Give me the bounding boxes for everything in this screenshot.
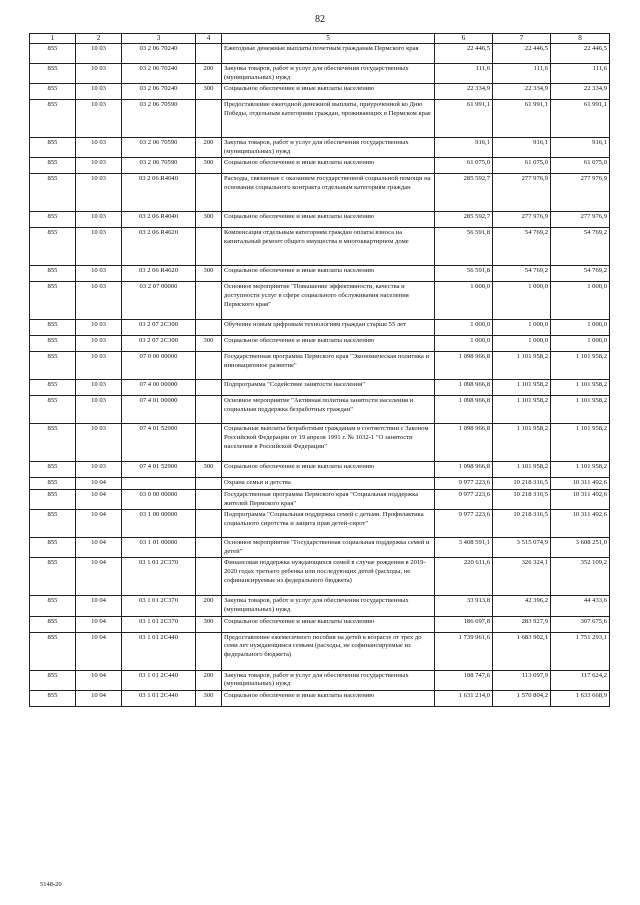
cell-admin-code: 855 xyxy=(30,266,76,282)
cell-amount-year1: 1 098 966,8 xyxy=(435,380,493,396)
cell-expense-type: 200 xyxy=(196,670,222,690)
cell-description: Социальное обеспечение и иные выплаты населению xyxy=(222,212,435,228)
cell-expense-type: 200 xyxy=(196,596,222,616)
cell-amount-year1: 1 098 966,8 xyxy=(435,424,493,462)
cell-amount-year3: 1 101 958,2 xyxy=(551,396,610,424)
cell-amount-year2: 10 218 316,5 xyxy=(493,478,551,490)
cell-expense-type xyxy=(196,174,222,212)
cell-section-code: 10 03 xyxy=(76,320,122,336)
cell-expense-type: 200 xyxy=(196,138,222,158)
cell-amount-year1: 9 977 223,6 xyxy=(435,510,493,538)
cell-section-code: 10 03 xyxy=(76,212,122,228)
cell-target-code: 03 2 07 00000 xyxy=(122,282,196,320)
cell-description: Обучение новым цифровым технологиям граждан старше 55 лет xyxy=(222,320,435,336)
cell-amount-year3: 3 608 251,0 xyxy=(551,538,610,558)
document-code: 5148-20 xyxy=(40,881,62,888)
cell-description: Государственная программа Пермского края "Экономическая политика и инновационное развитие" xyxy=(222,352,435,380)
cell-section-code: 10 04 xyxy=(76,538,122,558)
cell-expense-type xyxy=(196,478,222,490)
cell-amount-year2: 22 334,9 xyxy=(493,84,551,100)
cell-admin-code: 855 xyxy=(30,396,76,424)
cell-target-code: 07 0 00 00000 xyxy=(122,352,196,380)
cell-amount-year1: 1 098 966,8 xyxy=(435,396,493,424)
cell-section-code: 10 03 xyxy=(76,266,122,282)
cell-description: Закупка товаров, работ и услуг для обеспечения государственных (муниципальных) нужд xyxy=(222,596,435,616)
cell-description: Социальное обеспечение и иные выплаты населению xyxy=(222,266,435,282)
cell-expense-type: 300 xyxy=(196,212,222,228)
cell-description: Финансовая поддержка нуждающихся семей в случае рождения в 2019-2020 годах третьего ребенка или последующих детей (расходы, не софинансируемые из федерального бюджета) xyxy=(222,558,435,596)
cell-description: Социальное обеспечение и иные выплаты населению xyxy=(222,336,435,352)
cell-amount-year3: 277 976,9 xyxy=(551,212,610,228)
cell-amount-year2: 1 101 958,2 xyxy=(493,462,551,478)
cell-target-code: 03 1 01 2С440 xyxy=(122,632,196,670)
cell-section-code: 10 03 xyxy=(76,228,122,266)
cell-target-code: 03 0 00 00000 xyxy=(122,489,196,509)
cell-description: Основное мероприятие "Активная политика занятости населения и социальная поддержка безработных граждан" xyxy=(222,396,435,424)
cell-amount-year3: 10 311 492,6 xyxy=(551,478,610,490)
table-row xyxy=(30,558,610,596)
table-row xyxy=(30,538,610,558)
cell-admin-code: 855 xyxy=(30,84,76,100)
table-row xyxy=(30,44,610,64)
cell-section-code: 10 04 xyxy=(76,489,122,509)
cell-amount-year2: 1 683 902,1 xyxy=(493,632,551,670)
cell-amount-year3: 54 769,2 xyxy=(551,228,610,266)
cell-amount-year2: 61 075,0 xyxy=(493,158,551,174)
cell-admin-code: 855 xyxy=(30,478,76,490)
cell-admin-code: 855 xyxy=(30,336,76,352)
cell-amount-year3: 1 000,0 xyxy=(551,282,610,320)
cell-description: Подпрограмма "Содействие занятости населения" xyxy=(222,380,435,396)
cell-target-code: 03 1 01 2С370 xyxy=(122,558,196,596)
cell-admin-code: 855 xyxy=(30,538,76,558)
cell-amount-year2: 1 000,0 xyxy=(493,320,551,336)
cell-section-code: 10 03 xyxy=(76,158,122,174)
cell-description: Социальное обеспечение и иные выплаты населению xyxy=(222,158,435,174)
cell-section-code: 10 03 xyxy=(76,380,122,396)
column-number: 3 xyxy=(122,34,196,44)
cell-description: Расходы, связанные с оказанием государственной социальной помощи на основании социального контракта отдельным категориям граждан xyxy=(222,174,435,212)
cell-amount-year3: 1 101 958,2 xyxy=(551,462,610,478)
table-row xyxy=(30,489,610,509)
table-row xyxy=(30,100,610,138)
cell-expense-type xyxy=(196,100,222,138)
cell-expense-type xyxy=(196,489,222,509)
table-row xyxy=(30,320,610,336)
cell-amount-year3: 22 334,9 xyxy=(551,84,610,100)
cell-amount-year2: 10 218 316,5 xyxy=(493,510,551,538)
cell-target-code: 07 4 01 52900 xyxy=(122,462,196,478)
table-row xyxy=(30,632,610,670)
column-number-row xyxy=(30,34,610,44)
cell-description: Социальное обеспечение и иные выплаты населению xyxy=(222,84,435,100)
cell-amount-year3: 277 976,9 xyxy=(551,174,610,212)
cell-amount-year2: 3 515 074,9 xyxy=(493,538,551,558)
cell-amount-year1: 111,6 xyxy=(435,64,493,84)
cell-target-code: 03 2 06 R4040 xyxy=(122,212,196,228)
cell-section-code: 10 03 xyxy=(76,44,122,64)
cell-amount-year1: 1 000,0 xyxy=(435,336,493,352)
cell-amount-year3: 111,6 xyxy=(551,64,610,84)
table-row xyxy=(30,84,610,100)
cell-expense-type: 300 xyxy=(196,266,222,282)
cell-target-code: 07 4 00 00000 xyxy=(122,380,196,396)
cell-amount-year3: 117 624,2 xyxy=(551,670,610,690)
cell-amount-year1: 3 408 591,1 xyxy=(435,538,493,558)
cell-section-code: 10 03 xyxy=(76,396,122,424)
cell-amount-year2: 1 101 958,2 xyxy=(493,396,551,424)
table-row xyxy=(30,396,610,424)
cell-amount-year3: 916,1 xyxy=(551,138,610,158)
cell-description: Социальное обеспечение и иные выплаты населению xyxy=(222,462,435,478)
table-row xyxy=(30,228,610,266)
cell-target-code: 03 2 06 70590 xyxy=(122,100,196,138)
cell-section-code: 10 03 xyxy=(76,100,122,138)
cell-target-code: 03 2 06 70240 xyxy=(122,44,196,64)
cell-admin-code: 855 xyxy=(30,489,76,509)
cell-description: Закупка товаров, работ и услуг для обеспечения государственных (муниципальных) нужд xyxy=(222,670,435,690)
cell-amount-year1: 220 611,6 xyxy=(435,558,493,596)
cell-amount-year3: 61 991,1 xyxy=(551,100,610,138)
cell-target-code: 03 2 06 70240 xyxy=(122,64,196,84)
cell-amount-year2: 61 991,1 xyxy=(493,100,551,138)
cell-amount-year1: 9 977 223,6 xyxy=(435,478,493,490)
cell-amount-year2: 54 769,2 xyxy=(493,266,551,282)
cell-admin-code: 855 xyxy=(30,44,76,64)
cell-amount-year2: 1 101 958,2 xyxy=(493,424,551,462)
cell-description: Предоставление ежегодной денежной выплаты, приуроченной ко Дню Победы, отдельным категориям граждан, проживающих в Пермском крае xyxy=(222,100,435,138)
cell-amount-year2: 1 101 958,2 xyxy=(493,380,551,396)
cell-expense-type xyxy=(196,282,222,320)
cell-admin-code: 855 xyxy=(30,690,76,706)
cell-target-code: 03 1 01 00000 xyxy=(122,538,196,558)
cell-amount-year2: 1 570 804,2 xyxy=(493,690,551,706)
cell-admin-code: 855 xyxy=(30,100,76,138)
cell-expense-type xyxy=(196,538,222,558)
cell-admin-code: 855 xyxy=(30,632,76,670)
cell-amount-year3: 1 101 958,2 xyxy=(551,424,610,462)
cell-expense-type xyxy=(196,396,222,424)
cell-expense-type: 300 xyxy=(196,336,222,352)
cell-description: Государственная программа Пермского края "Социальная поддержка жителей Пермского края" xyxy=(222,489,435,509)
column-number: 6 xyxy=(435,34,493,44)
column-number: 7 xyxy=(493,34,551,44)
cell-amount-year2: 277 976,9 xyxy=(493,174,551,212)
table-row xyxy=(30,510,610,538)
cell-description: Предоставление ежемесячного пособия на детей в возрасте от трех до семи лет нуждающимся семьям (расходы, не софинансируемые из федерального бюджета) xyxy=(222,632,435,670)
cell-target-code: 03 1 01 2С440 xyxy=(122,670,196,690)
column-number: 8 xyxy=(551,34,610,44)
cell-admin-code: 855 xyxy=(30,424,76,462)
cell-description: Основное мероприятие "Государственная социальная поддержка семей и детей" xyxy=(222,538,435,558)
cell-amount-year1: 9 977 223,6 xyxy=(435,489,493,509)
budget-table xyxy=(29,33,610,707)
cell-expense-type xyxy=(196,380,222,396)
cell-admin-code: 855 xyxy=(30,558,76,596)
cell-target-code: 03 1 01 2С370 xyxy=(122,596,196,616)
cell-section-code: 10 04 xyxy=(76,690,122,706)
table-row xyxy=(30,352,610,380)
table-row xyxy=(30,616,610,632)
cell-admin-code: 855 xyxy=(30,320,76,336)
cell-amount-year1: 1 000,0 xyxy=(435,320,493,336)
cell-target-code: 03 2 06 R4620 xyxy=(122,228,196,266)
cell-admin-code: 855 xyxy=(30,616,76,632)
cell-section-code: 10 04 xyxy=(76,478,122,490)
cell-admin-code: 855 xyxy=(30,462,76,478)
cell-amount-year1: 61 075,0 xyxy=(435,158,493,174)
cell-amount-year1: 22 334,9 xyxy=(435,84,493,100)
cell-section-code: 10 03 xyxy=(76,138,122,158)
cell-amount-year3: 1 101 958,2 xyxy=(551,380,610,396)
cell-amount-year1: 1 098 966,8 xyxy=(435,462,493,478)
cell-amount-year1: 1 098 966,8 xyxy=(435,352,493,380)
cell-section-code: 10 03 xyxy=(76,336,122,352)
cell-description: Социальные выплаты безработным гражданам в соответствии с Законом Российской Федерации от 19 апреля 1991 г. № 1032-1 "О занятости населения в Российской Федерации" xyxy=(222,424,435,462)
cell-amount-year1: 916,1 xyxy=(435,138,493,158)
cell-amount-year1: 56 591,8 xyxy=(435,228,493,266)
cell-amount-year3: 10 311 492,6 xyxy=(551,489,610,509)
cell-amount-year2: 22 446,5 xyxy=(493,44,551,64)
cell-expense-type: 300 xyxy=(196,158,222,174)
cell-amount-year1: 108 747,6 xyxy=(435,670,493,690)
cell-description: Закупка товаров, работ и услуг для обеспечения государственных (муниципальных) нужд xyxy=(222,138,435,158)
cell-section-code: 10 04 xyxy=(76,558,122,596)
cell-target-code xyxy=(122,478,196,490)
cell-section-code: 10 03 xyxy=(76,352,122,380)
cell-amount-year1: 1 739 961,6 xyxy=(435,632,493,670)
table-row xyxy=(30,462,610,478)
table-row xyxy=(30,64,610,84)
cell-amount-year2: 42 396,2 xyxy=(493,596,551,616)
cell-amount-year1: 61 991,1 xyxy=(435,100,493,138)
cell-admin-code: 855 xyxy=(30,670,76,690)
table-row xyxy=(30,596,610,616)
cell-expense-type xyxy=(196,320,222,336)
cell-expense-type xyxy=(196,352,222,380)
cell-admin-code: 855 xyxy=(30,64,76,84)
cell-section-code: 10 03 xyxy=(76,174,122,212)
cell-amount-year2: 111,6 xyxy=(493,64,551,84)
cell-target-code: 07 4 01 52900 xyxy=(122,424,196,462)
cell-target-code: 03 2 06 70240 xyxy=(122,84,196,100)
cell-amount-year3: 1 633 668,9 xyxy=(551,690,610,706)
cell-admin-code: 855 xyxy=(30,282,76,320)
cell-description: Закупка товаров, работ и услуг для обеспечения государственных (муниципальных) нужд xyxy=(222,64,435,84)
cell-amount-year2: 277 976,9 xyxy=(493,212,551,228)
cell-section-code: 10 04 xyxy=(76,632,122,670)
cell-admin-code: 855 xyxy=(30,596,76,616)
cell-target-code: 03 2 06 70590 xyxy=(122,138,196,158)
cell-amount-year2: 916,1 xyxy=(493,138,551,158)
cell-expense-type xyxy=(196,44,222,64)
table-row xyxy=(30,670,610,690)
cell-amount-year3: 10 311 492,6 xyxy=(551,510,610,538)
table-row xyxy=(30,174,610,212)
cell-expense-type: 200 xyxy=(196,64,222,84)
cell-expense-type: 300 xyxy=(196,462,222,478)
cell-amount-year3: 307 675,6 xyxy=(551,616,610,632)
cell-target-code: 03 2 06 R4040 xyxy=(122,174,196,212)
cell-amount-year3: 1 000,0 xyxy=(551,320,610,336)
cell-description: Охрана семьи и детства xyxy=(222,478,435,490)
cell-description: Основное мероприятие "Повышение эффективности, качества и доступности услуг в сфере социального обслуживания населения Пермского края" xyxy=(222,282,435,320)
cell-section-code: 10 03 xyxy=(76,282,122,320)
cell-target-code: 03 2 07 2С300 xyxy=(122,320,196,336)
cell-expense-type xyxy=(196,632,222,670)
cell-expense-type xyxy=(196,424,222,462)
cell-amount-year2: 113 097,9 xyxy=(493,670,551,690)
cell-expense-type xyxy=(196,228,222,266)
table-row xyxy=(30,158,610,174)
cell-amount-year3: 1 000,0 xyxy=(551,336,610,352)
cell-target-code: 03 1 01 2С370 xyxy=(122,616,196,632)
cell-admin-code: 855 xyxy=(30,510,76,538)
cell-amount-year1: 1 000,0 xyxy=(435,282,493,320)
table-row xyxy=(30,690,610,706)
column-number: 1 xyxy=(30,34,76,44)
cell-section-code: 10 03 xyxy=(76,84,122,100)
cell-admin-code: 855 xyxy=(30,352,76,380)
table-row xyxy=(30,212,610,228)
cell-section-code: 10 04 xyxy=(76,510,122,538)
cell-admin-code: 855 xyxy=(30,212,76,228)
cell-target-code: 03 1 00 00000 xyxy=(122,510,196,538)
cell-amount-year2: 54 769,2 xyxy=(493,228,551,266)
cell-amount-year2: 1 000,0 xyxy=(493,336,551,352)
cell-description: Социальное обеспечение и иные выплаты населению xyxy=(222,690,435,706)
cell-amount-year3: 61 075,0 xyxy=(551,158,610,174)
cell-admin-code: 855 xyxy=(30,174,76,212)
cell-amount-year3: 54 769,2 xyxy=(551,266,610,282)
cell-expense-type: 300 xyxy=(196,84,222,100)
cell-admin-code: 855 xyxy=(30,380,76,396)
cell-section-code: 10 03 xyxy=(76,64,122,84)
cell-amount-year1: 33 913,8 xyxy=(435,596,493,616)
cell-amount-year1: 22 446,5 xyxy=(435,44,493,64)
column-number: 5 xyxy=(222,34,435,44)
cell-section-code: 10 04 xyxy=(76,616,122,632)
cell-admin-code: 855 xyxy=(30,158,76,174)
cell-amount-year2: 1 000,0 xyxy=(493,282,551,320)
cell-target-code: 07 4 01 00000 xyxy=(122,396,196,424)
cell-expense-type xyxy=(196,558,222,596)
table-row xyxy=(30,266,610,282)
table-row xyxy=(30,282,610,320)
cell-target-code: 03 2 06 70590 xyxy=(122,158,196,174)
cell-amount-year2: 1 101 958,2 xyxy=(493,352,551,380)
table-row xyxy=(30,380,610,396)
cell-amount-year1: 186 697,8 xyxy=(435,616,493,632)
cell-target-code: 03 1 01 2С440 xyxy=(122,690,196,706)
table-row xyxy=(30,424,610,462)
cell-amount-year2: 283 927,9 xyxy=(493,616,551,632)
table-row xyxy=(30,138,610,158)
cell-section-code: 10 03 xyxy=(76,424,122,462)
cell-amount-year3: 1 751 293,1 xyxy=(551,632,610,670)
cell-amount-year1: 1 631 214,0 xyxy=(435,690,493,706)
column-number: 2 xyxy=(76,34,122,44)
cell-amount-year2: 10 218 316,5 xyxy=(493,489,551,509)
page-number: 82 xyxy=(315,14,325,25)
cell-expense-type: 300 xyxy=(196,616,222,632)
table-row xyxy=(30,336,610,352)
cell-section-code: 10 03 xyxy=(76,462,122,478)
cell-section-code: 10 04 xyxy=(76,670,122,690)
cell-description: Подпрограмма "Социальная поддержка семей с детьми. Профилактика социального сиротства и защита прав детей-сирот" xyxy=(222,510,435,538)
cell-section-code: 10 04 xyxy=(76,596,122,616)
cell-target-code: 03 2 06 R4620 xyxy=(122,266,196,282)
cell-amount-year1: 56 591,8 xyxy=(435,266,493,282)
cell-amount-year3: 44 433,6 xyxy=(551,596,610,616)
cell-amount-year3: 22 446,5 xyxy=(551,44,610,64)
cell-description: Компенсация отдельным категориям граждан оплаты взноса на капитальный ремонт общего имущества в многоквартирном доме xyxy=(222,228,435,266)
cell-expense-type xyxy=(196,510,222,538)
cell-description: Ежегодные денежные выплаты почетным гражданам Пермского края xyxy=(222,44,435,64)
cell-admin-code: 855 xyxy=(30,228,76,266)
cell-expense-type: 300 xyxy=(196,690,222,706)
cell-amount-year3: 352 109,2 xyxy=(551,558,610,596)
cell-amount-year1: 285 592,7 xyxy=(435,174,493,212)
cell-description: Социальное обеспечение и иные выплаты населению xyxy=(222,616,435,632)
cell-amount-year2: 326 324,1 xyxy=(493,558,551,596)
cell-admin-code: 855 xyxy=(30,138,76,158)
table-row xyxy=(30,478,610,490)
cell-amount-year1: 285 592,7 xyxy=(435,212,493,228)
cell-amount-year3: 1 101 958,2 xyxy=(551,352,610,380)
column-number: 4 xyxy=(196,34,222,44)
cell-target-code: 03 2 07 2С300 xyxy=(122,336,196,352)
